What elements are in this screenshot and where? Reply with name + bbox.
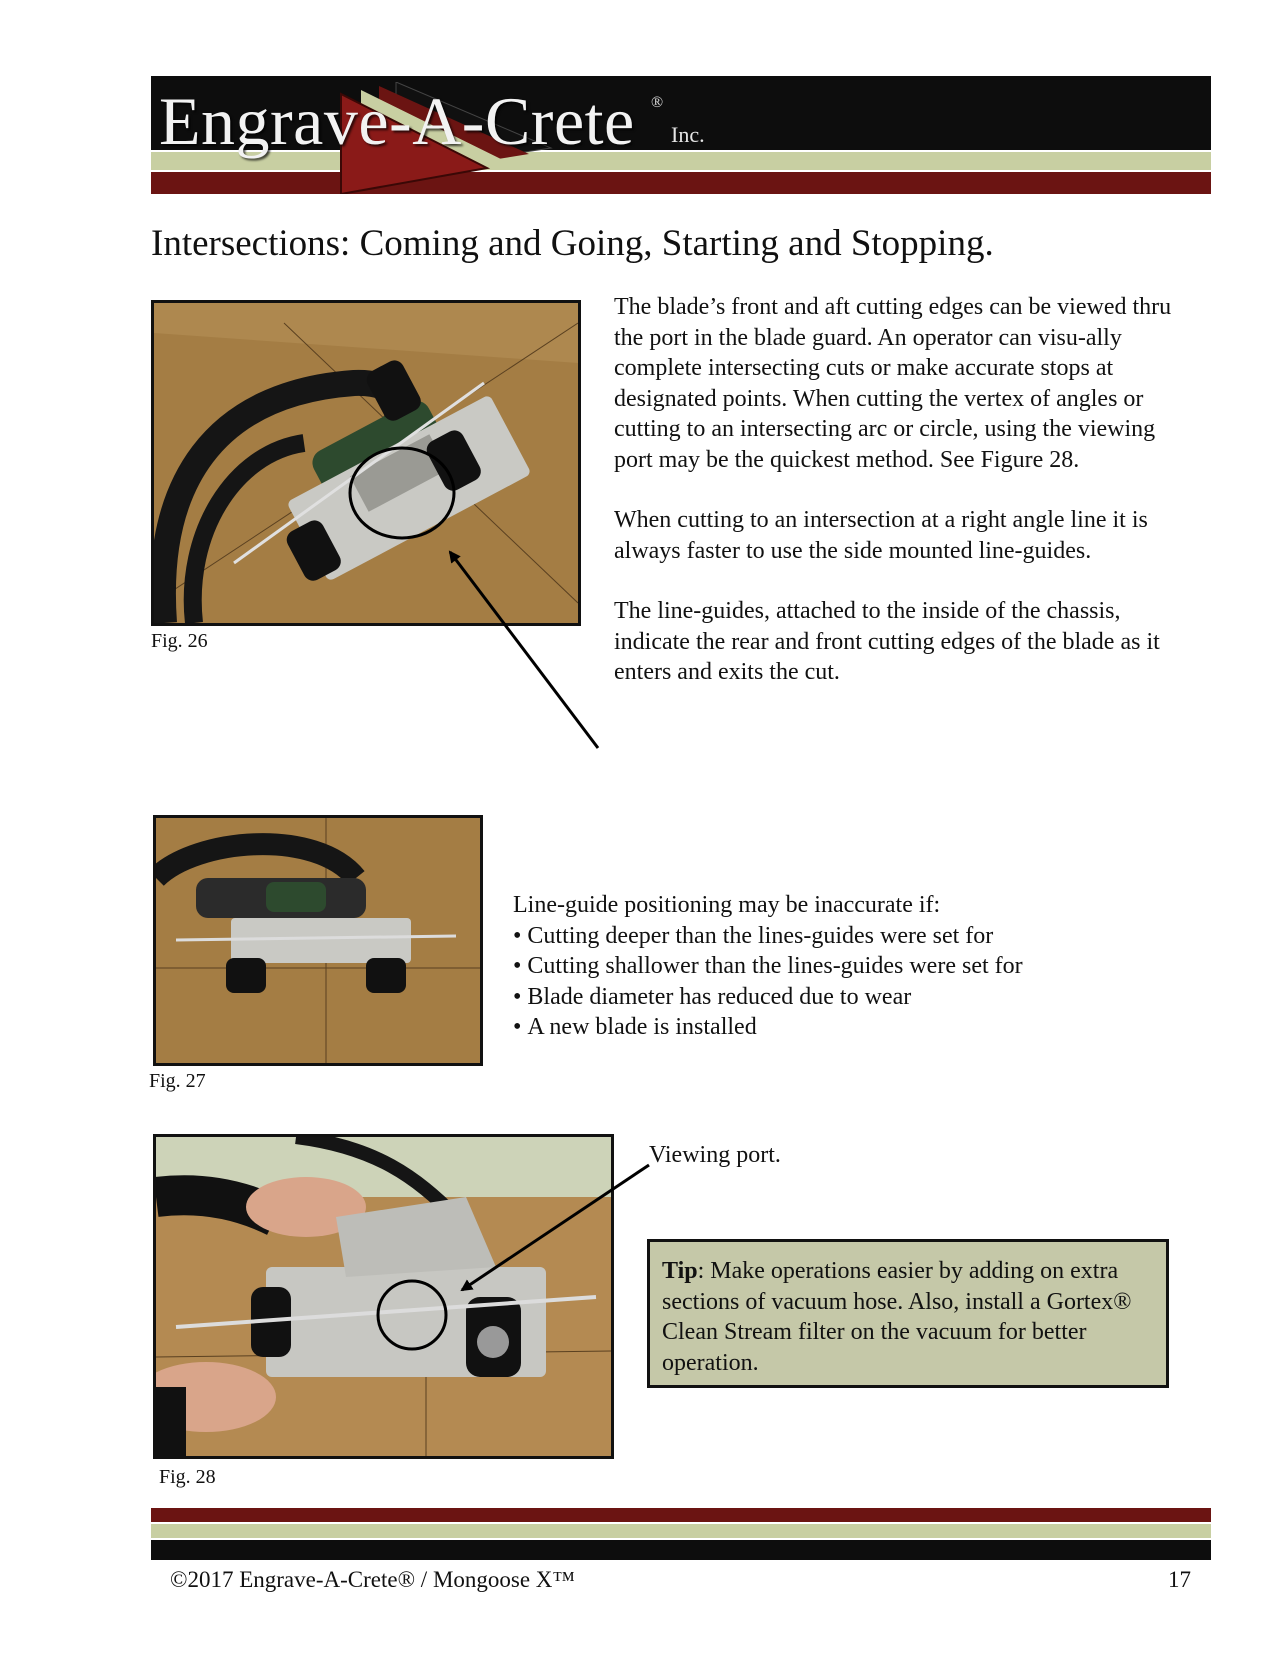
page-number: 17 [1168, 1567, 1191, 1592]
list-item: • Blade diameter has reduced due to wear [513, 982, 1153, 1013]
footer-khaki-band [151, 1524, 1211, 1538]
intro-paragraphs [614, 292, 1194, 718]
tip-label: Tip [662, 1258, 698, 1284]
footer-maroon-band [151, 1508, 1211, 1522]
registered-mark: ® [651, 94, 664, 111]
viewing-port-label: Viewing port. [649, 1142, 781, 1168]
list-item: • A new blade is installed [513, 1012, 1153, 1043]
paragraph-line-guides: The line-guides, attached to the inside of the chassis, indicate the rear and front cutting edges of the blade as it enters and exits the cut. [614, 598, 1160, 685]
figure-27-photo [153, 815, 483, 1066]
saw-hands-illustration [156, 1137, 611, 1456]
line-guide-list-block [513, 890, 1153, 1043]
tip-text: : Make operations easier by adding on extra sections of vacuum hose. Also, install a Gortex® Clean Stream filter on the vacuum for better operation. [662, 1258, 1132, 1376]
figure-28-caption: Fig. 28 [159, 1466, 216, 1488]
footer-copyright: ©2017 Engrave-A-Crete® / Mongoose X™ [170, 1567, 575, 1592]
list-item: • Cutting deeper than the lines-guides were set for [513, 921, 1153, 952]
line-guide-list [513, 921, 1153, 1043]
page-title: Intersections: Coming and Going, Starting and Stopping. [151, 223, 994, 264]
header-banner [151, 76, 1211, 194]
figure-28-photo [153, 1134, 614, 1459]
footer-bands [151, 1508, 1211, 1560]
figure-26-photo [151, 300, 581, 626]
figure-26-caption: Fig. 26 [151, 630, 208, 652]
line-guide-intro: Line-guide positioning may be inaccurate if: [513, 892, 941, 918]
tip-box [647, 1239, 1169, 1388]
saw-front-view-illustration [156, 818, 480, 1063]
figure-27-caption: Fig. 27 [149, 1070, 206, 1092]
footer-black-band [151, 1540, 1211, 1560]
list-item: • Cutting shallower than the lines-guides were set for [513, 951, 1153, 982]
paragraph-viewing-port: The blade’s front and aft cutting edges can be viewed thru the port in the blade guard. An operator can visu-ally complete intersecting cuts or make accurate stops at designated points. When cutting the vertex of angles or cutting to an intersecting arc or circle, using the viewing port may be the quickest method. See Figure 28. [614, 294, 1172, 473]
paragraph-right-angle: When cutting to an intersection at a right angle line it is always faster to use the side mounted line-guides. [614, 507, 1148, 564]
saw-top-view-illustration [154, 303, 578, 623]
company-name: Engrave-A-Crete [159, 83, 635, 159]
company-suffix: Inc. [671, 122, 705, 147]
